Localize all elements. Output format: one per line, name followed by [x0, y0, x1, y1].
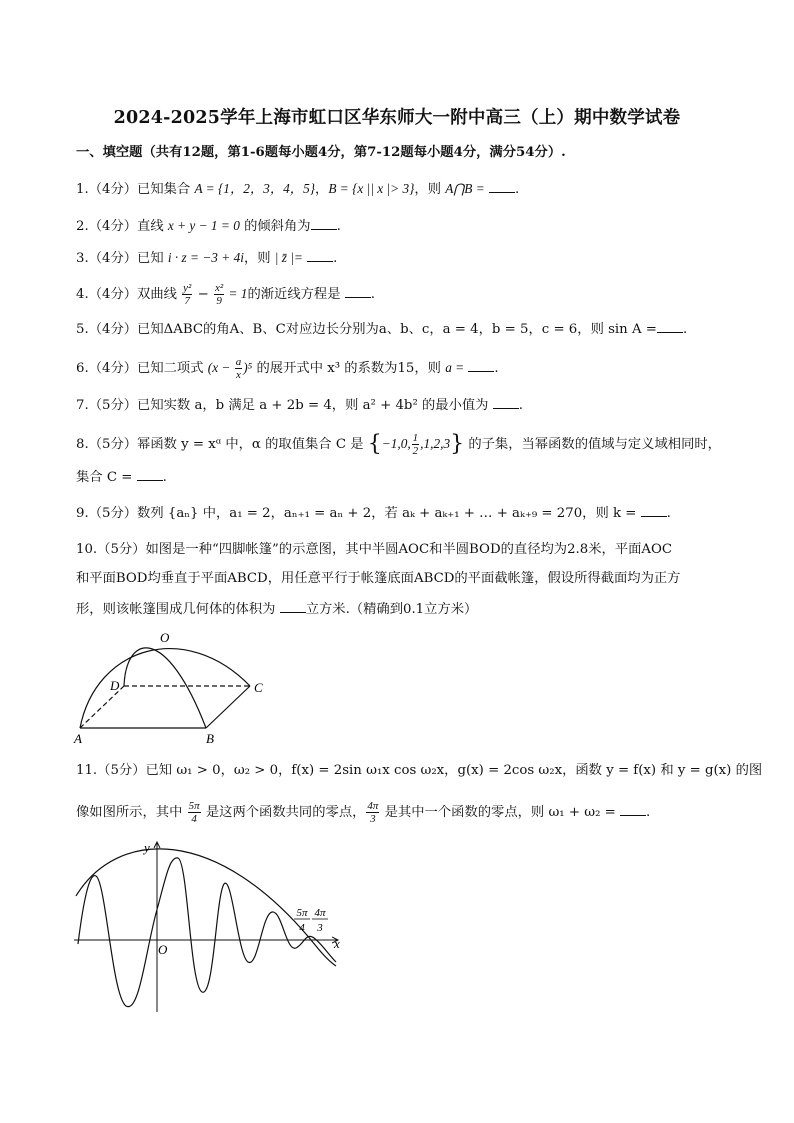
label-o: O	[160, 630, 170, 645]
question-11: 11.（5分）已知 ω₁ > 0，ω₂ > 0，f(x) = 2sin ω₁x cos ω₂x，g(x) = 2cos ω₂x，函数 y = f(x) 和 y = g(x) 的图	[76, 763, 763, 778]
label-a: A	[74, 731, 82, 746]
question-8-line2: 集合 C = .	[76, 470, 167, 485]
answer-blank[interactable]	[468, 359, 494, 372]
label-d: D	[110, 678, 120, 693]
fraction: $\frac{\text{x²}}{9}$	[214, 282, 224, 307]
edge-bc	[206, 686, 250, 728]
label-b: B	[206, 731, 214, 746]
arc-aoc	[80, 649, 250, 728]
tick-4pi-3-num: 4π	[314, 907, 326, 919]
answer-blank[interactable]	[620, 803, 646, 816]
tent-figure	[66, 626, 276, 746]
fraction: $\frac{4\pi}{3}$	[367, 800, 379, 825]
question-10-line3: 形，则该帐篷围成几何体的体积为 立方米.（精确到0.1立方米）	[76, 602, 478, 617]
question-4: 4.（4分）双曲线 $\frac{\text{y²}}{7}$ − $\frac{\text{x²}}{9}$ = 1的渐近线方程是 .	[76, 282, 375, 307]
label-origin: O	[158, 942, 168, 957]
question-5: 5.（4分）已知ΔABC的角A、B、C对应边长分别为a、b、c，a = 4，b = 5，c = 6，则 sin A = .	[76, 322, 688, 337]
answer-blank[interactable]	[307, 249, 333, 262]
answer-blank[interactable]	[489, 180, 515, 193]
fraction: $\frac{1}{2}$	[412, 432, 419, 457]
question-8: 8.（5分）幂函数 y = xᵅ 中，α 的取值集合 C 是 {−1,0, $\frac{1}{2}$ ,1,2,3} 的子集，当幂函数的值域与定义域相同时，	[76, 431, 721, 457]
fraction: $\frac{5\pi}{4}$	[188, 800, 200, 825]
question-9: 9.（5分）数列 {aₙ} 中，a₁ = 2，aₙ₊₁ = aₙ + 2，若 aₖ + aₖ₊₁ + … + aₖ₊₉ = 270，则 k = .	[76, 506, 671, 521]
tick-5pi-4-num: 5π	[296, 907, 308, 919]
function-graph	[66, 836, 356, 1016]
question-3: 3.（4分）已知 i · z = −3 + 4i，则 | z̄ |= .	[76, 250, 338, 266]
label-x: x	[334, 936, 340, 951]
question-11-line2: 像如图所示，其中 $\frac{5\pi}{4}$ 是这两个函数共同的零点， $\frac{4\pi}{3}$ 是其中一个函数的零点，则 ω₁ + ω₂ = .	[76, 800, 651, 825]
tick-5pi-4-den: 4	[299, 922, 305, 934]
label-c: C	[254, 680, 263, 695]
page-title: 2024-2025学年上海市虹口区华东师大一附中高三（上）期中数学试卷	[113, 108, 681, 128]
question-1: 1.（4分）已知集合 A = {1，2，3，4，5}，B = {x || x |> 3}，则 A⋂B = .	[76, 181, 520, 197]
answer-blank[interactable]	[280, 600, 306, 613]
answer-blank[interactable]	[137, 468, 163, 481]
arc-bod	[124, 648, 206, 728]
fraction: $\frac{a}{x}$	[235, 356, 242, 381]
question-2: 2.（4分）直线 x + y − 1 = 0 的倾斜角为 .	[76, 218, 341, 234]
question-7: 7.（5分）已知实数 a，b 满足 a + 2b = 4，则 a² + 4b² 的最小值为 .	[76, 398, 523, 413]
curve-f	[78, 858, 336, 1007]
answer-blank[interactable]	[311, 217, 337, 230]
tick-4pi-3-den: 3	[317, 922, 323, 934]
question-10: 10.（5分）如图是一种“四脚帐篷”的示意图，其中半圆AOC和半圆BOD的直径均为2.8米，平面AOC	[76, 542, 673, 557]
answer-blank[interactable]	[657, 320, 683, 333]
answer-blank[interactable]	[345, 285, 371, 298]
section-heading: 一、填空题（共有12题，第1-6题每小题4分，第7-12题每小题4分，满分54分）.	[76, 145, 566, 160]
question-10-line2: 和平面BOD均垂直于平面ABCD，用任意平行于帐篷底面ABCD的平面截帐篷，假设所得截面均为正方	[76, 571, 681, 586]
label-y: y	[144, 840, 150, 855]
fraction: $\frac{\text{y²}}{7}$	[183, 282, 192, 307]
answer-blank[interactable]	[493, 396, 519, 409]
answer-blank[interactable]	[641, 504, 667, 517]
question-6: 6.（4分）已知二项式 (x − $\frac{a}{x}$ )⁵ 的展开式中 x³ 的系数为15，则 a = .	[76, 356, 499, 381]
